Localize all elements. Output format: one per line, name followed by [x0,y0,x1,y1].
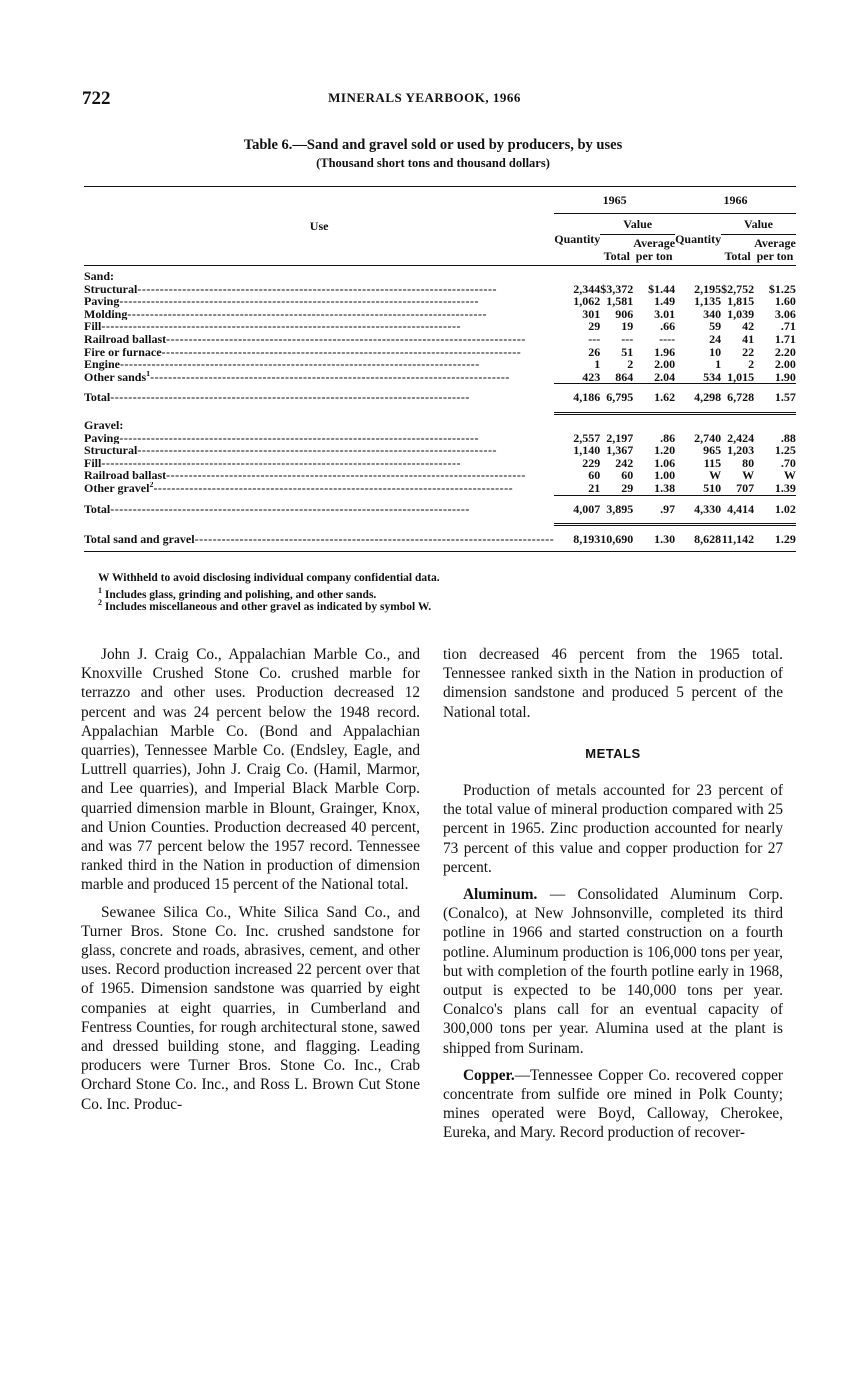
total-value-1965: 1,367 [606,443,634,458]
average-per-ton-1965: 2.04 [654,369,676,384]
total-value-1966: 2 [748,357,755,372]
quantity-1965: 4,186 [573,390,601,405]
paragraph-sandstone-cont: tion decreased 46 percent from the 1965 total. Tennessee ranked sixth in the Nation in production of dimension sandstone and produced 5 percent of the National total. [443,646,783,721]
sand-total-row [84,384,796,409]
col-header-quantity-1965: Quantity [554,214,600,266]
average-per-ton-1966: 2.00 [774,357,796,372]
col-header-use: Use [84,187,554,266]
row-label: Structural ----- [84,283,554,296]
grand-total-row [84,525,796,552]
total-value-1966: 41 [742,331,755,346]
total-value-1965: 1,581 [606,294,634,309]
average-per-ton-1965: .86 [660,430,676,445]
total-value-1966: 42 [742,319,755,334]
col-header-value-1966: Value [721,214,796,235]
total-value-1966: $2,752 [721,281,755,296]
average-per-ton-1965: 1.06 [654,455,676,470]
row-label: Fill ----- [84,457,554,470]
sand-section-label: Sand: [84,269,115,283]
col-header-total-1965: Total [600,235,633,266]
footnote-1: $^1$ Includes glass, grinding and polishing, and other sands. [98,585,377,601]
total-value-1965: 3,895 [606,501,634,516]
average-per-ton-1966: $1.25 [768,281,796,296]
table-row [84,469,796,482]
col-header-1965: 1965 [554,187,675,214]
quantity-1966: 59 [709,319,722,334]
sand-section [84,266,796,414]
row-label: Total sand and gravel ----- [84,525,554,552]
quantity-1965: 2,557 [573,430,601,445]
paragraph-metals: Production of metals accounted for 23 percent of the total value of mineral production compared with 25 percent in 1965. Zinc production accounted for nearly 73 percent of this value and copper production for 27 percent. [443,782,783,876]
gravel-section-label: Gravel: [84,417,124,432]
table-row [84,346,796,359]
table-row [84,358,796,371]
average-per-ton-1966: 1.57 [774,390,796,405]
quantity-1966: 24 [709,331,722,346]
quantity-1966: 1,135 [694,294,722,309]
quantity-1965: 21 [588,480,601,495]
metals-heading: METALS [585,745,641,761]
copper-label: Copper. [463,1066,515,1084]
paragraph-sandstone: Sewanee Silica Co., White Silica Sand Co., and Turner Bros. Stone Co. Inc. crushed sandstone for glass, concrete and roads, abrasives, cement, and other uses. Record production increased 22 percent over that of 1965. Dimension sandstone was quarried by eight companies at eight quarries, in Cumberland and Fentress Counties, for rough architectural stone, sawed and dressed building stone, and flagging. Leading producers were Turner Bros. Stone Co. Inc., Crab Orchard Stone Co. Inc., and Ross L. Brown Cut Stone Co. Inc. Produc- [81,903,420,1113]
quantity-1966: 510 [703,480,722,495]
col-header-1966: 1966 [675,187,796,214]
total-value-1965: 51 [621,344,634,359]
table-row [84,371,796,384]
gravel-total-row [84,495,796,520]
quantity-1966: 8,628 [675,525,721,552]
page-number: 722 [82,88,111,109]
quantity-1966: 2,195 [694,281,722,296]
gravel-section [84,413,796,524]
average-per-ton-1965: 1.30 [633,525,675,552]
quantity-1965: 1 [594,357,601,372]
quantity-1966: 1 [715,357,722,372]
average-per-ton-1965: 3.01 [654,306,676,321]
total-value-1965: 2 [627,357,634,372]
total-value-1966: 6,728 [727,390,755,405]
average-per-ton-1965: 1.62 [654,390,676,405]
average-per-ton-1966: 1.39 [774,480,796,495]
table-subtitle: (Thousand short tons and thousand dollars) [316,156,550,170]
table-title: Table 6.—Sand and gravel sold or used by producers, by uses [243,137,623,153]
total-value-1966: 2,424 [727,430,755,445]
grand-total-section [84,525,796,552]
row-label: Total ----- [84,495,554,520]
quantity-1965: --- [588,331,601,346]
quantity-1965: 8,193 [554,525,600,552]
total-value-1965: 242 [615,455,634,470]
quantity-1965: 26 [588,344,601,359]
table-row [84,432,796,445]
table-footnotes [98,572,440,614]
aluminum-label: Aluminum. [463,886,538,904]
total-value-1965: 906 [615,306,634,321]
row-label: Railroad ballast ----- [84,333,554,346]
quantity-1965: 2,344 [573,281,601,296]
total-value-1966: 1,203 [727,443,755,458]
col-header-total-1966: Total [721,235,754,266]
average-per-ton-1966: 1.25 [774,443,796,458]
quantity-1966: 965 [703,443,722,458]
paragraph-aluminum: Aluminum. — Consolidated Aluminum Corp. (Conalco), at New Johnsonville, completed its third potline in 1966 and started construction on a fourth potline. Aluminum production is 106,000 tons per year, but with completion of the fourth potline early in 1968, output is expected to be 140,000 tons per year. Conalco's plans call for an eventual capacity of 300,000 tons per year. Alumina used at the plant is shipped from Surinam. [443,886,783,1057]
average-per-ton-1965: 1.00 [654,468,676,483]
average-per-ton-1965: .66 [660,319,676,334]
quantity-1966: 4,330 [694,501,722,516]
quantity-1965: 1,062 [573,294,601,309]
average-per-ton-1966: 1.71 [774,331,796,346]
quantity-1965: 60 [588,468,601,483]
average-per-ton-1966: .71 [780,319,796,334]
total-value-1966: 80 [742,455,755,470]
average-per-ton-1966: 3.06 [774,306,796,321]
table-row [84,308,796,321]
total-value-1966: 1,815 [727,294,755,309]
right-column [443,645,783,1143]
total-value-1966: 1,015 [727,369,755,384]
average-per-ton-1966: W [783,468,796,483]
total-value-1966: 4,414 [727,501,755,516]
paragraph-copper: Copper.—Tennessee Copper Co. recovered copper concentrate from sulfide ore mined in Polk County; mines operated were Boyd, Calloway, Cherokee, Eureka, and Mary. Record production of recover- [443,1066,783,1142]
table-row [84,320,796,333]
total-value-1965: 864 [615,369,634,384]
average-per-ton-1966: 1.02 [774,501,796,516]
row-label: Railroad ballast ----- [84,469,554,482]
row-label: Total ----- [84,384,554,409]
total-value-1965: 2,197 [606,430,634,445]
quantity-1966: 2,740 [694,430,722,445]
average-per-ton-1966: .70 [780,455,796,470]
row-label: Molding ----- [84,308,554,321]
footnote-2: $^2$ Includes miscellaneous and other gravel as indicated by symbol W. [98,598,432,614]
average-per-ton-1965: 1.49 [654,294,676,309]
total-value-1965: 29 [621,480,634,495]
row-label: Paving ----- [84,432,554,445]
total-value-1965: 60 [621,468,634,483]
quantity-1965: 29 [588,319,601,334]
left-column [81,645,420,1114]
row-label: Engine ----- [84,358,554,371]
total-value-1966: 11,142 [721,525,754,552]
table-row [84,283,796,296]
average-per-ton-1965: .97 [660,501,676,516]
total-value-1965: 6,795 [606,390,634,405]
running-title: MINERALS YEARBOOK, 1966 [328,90,521,105]
total-value-1966: 707 [736,480,755,495]
table-row [84,444,796,457]
average-per-ton-1965: $1.44 [648,281,676,296]
col-header-value-1965: Value [600,214,675,235]
row-label: Paving ----- [84,295,554,308]
quantity-1966: 340 [703,306,722,321]
average-per-ton-1965: 1.38 [654,480,676,495]
total-value-1965: 19 [621,319,634,334]
average-per-ton-1965: 1.20 [654,443,676,458]
table-row [84,457,796,470]
col-header-average-1965: Average per ton [633,235,675,266]
quantity-1966: 534 [703,369,722,384]
quantity-1966: 115 [703,455,722,470]
row-label: Other gravel$^2$ ----- [84,482,554,495]
average-per-ton-1965: 2.00 [654,357,676,372]
footnote-w: W Withheld to avoid disclosing individual company confidential data. [98,572,440,584]
quantity-1965: 423 [582,369,601,384]
quantity-1965: 229 [582,455,601,470]
quantity-1966: 10 [709,344,722,359]
paragraph-marble: John J. Craig Co., Appalachian Marble Co., and Knoxville Crushed Stone Co. crushed marble for terrazzo and other uses. Production decreased 12 percent and was 24 percent below the 1948 record. Appalachian Marble Co. (Bond and Appalachian quarries), Tennessee Marble Co. (Endsley, Eagle, and Luttrell quarries), John J. Craig Co. (Hamil, Marmor, and Lee quarries), and Imperial Black Marble Corp. quarried dimension marble in Blount, Grainger, Knox, and Union Counties. Production decreased 40 percent, and was 77 percent below the 1957 record. Tennessee ranked third in the Nation in production of dimension marble and produced 15 percent of the National total. [81,646,420,894]
quantity-1965: 301 [582,306,601,321]
sand-gravel-table [84,186,796,552]
row-label: Fill ----- [84,320,554,333]
average-per-ton-1966: 1.60 [774,294,796,309]
total-value-1966: W [742,468,755,483]
row-label: Fire or furnace ----- [84,346,554,359]
table-row [84,482,796,495]
table-row [84,333,796,346]
row-label: Structural ----- [84,444,554,457]
average-per-ton-1965: 1.96 [654,344,676,359]
total-value-1965: $3,372 [600,281,634,296]
row-label: Other sands$^1$ ----- [84,371,554,384]
total-value-1966: 1,039 [727,306,755,321]
table-row [84,295,796,308]
average-per-ton-1966: 1.90 [774,369,796,384]
average-per-ton-1966: .88 [780,430,796,445]
quantity-1965: 4,007 [573,501,601,516]
quantity-1966: W [709,468,722,483]
average-per-ton-1966: 2.20 [774,344,796,359]
col-header-quantity-1966: Quantity [675,214,721,266]
average-per-ton-1966: 1.29 [754,525,796,552]
total-value-1965: --- [621,331,634,346]
col-header-average-1966: Average per ton [754,235,796,266]
quantity-1965: 1,140 [573,443,601,458]
total-value-1965: 10,690 [600,525,633,552]
total-value-1966: 22 [742,344,755,359]
quantity-1966: 4,298 [694,390,722,405]
average-per-ton-1965: ---- [659,331,676,346]
